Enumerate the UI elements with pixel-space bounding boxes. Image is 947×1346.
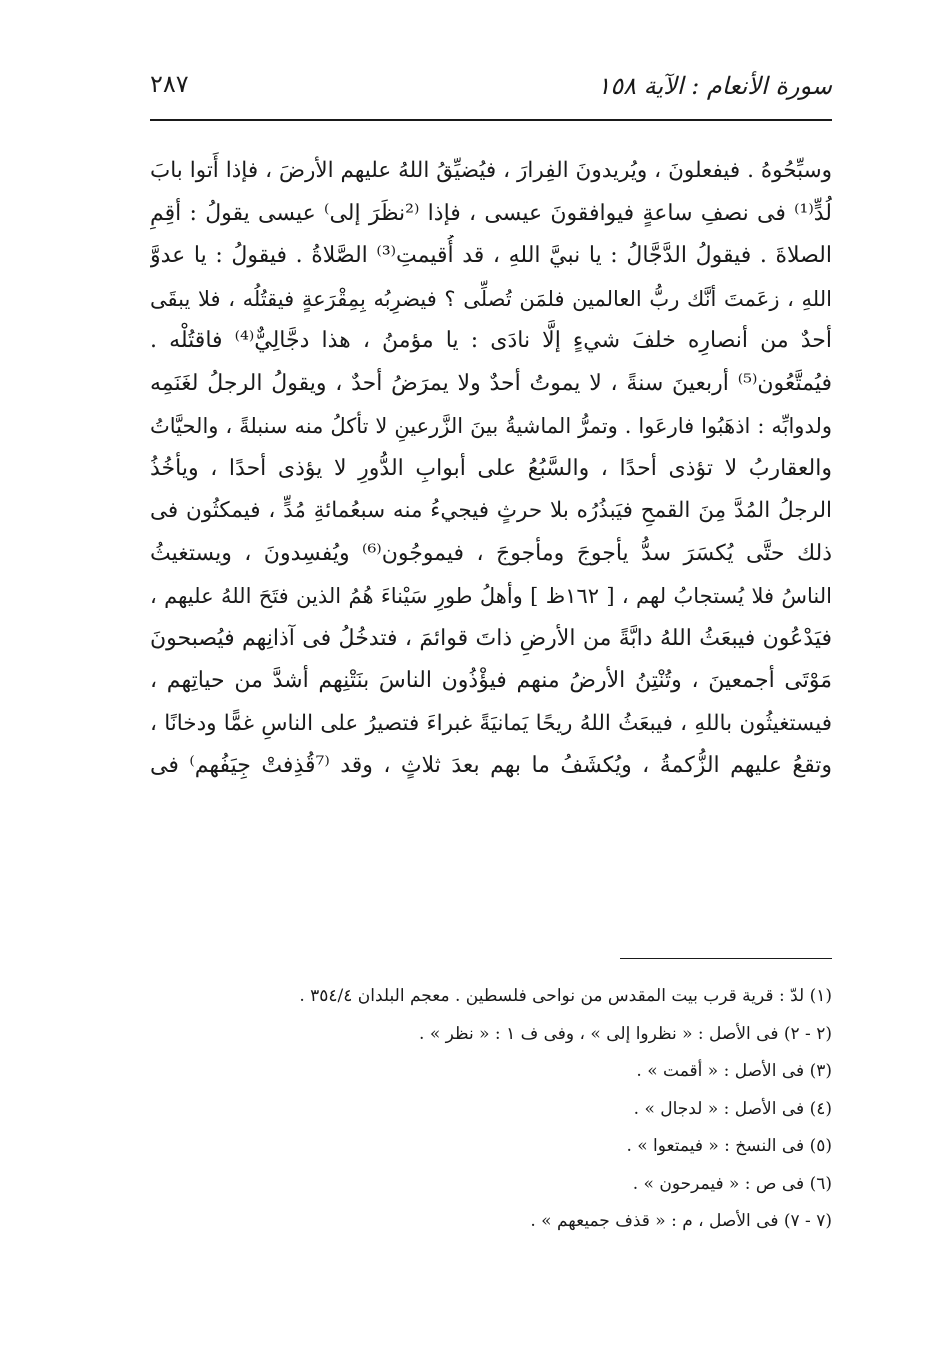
page-number: ٢٨٧ [150,70,189,98]
text-line: والعقاربُ لا تؤذى أحدًا ، والسَّبُعُ على أبوابِ الدُّورِ لا يؤذى أحدًا ، ويأخُذُ [150,455,832,481]
text-line: فيَدْعُون فيبعَثُ اللهُ دابَّةً من الأرضِ ذاتَ قوائمَ ، فتدخُلُ فى آذانِهم فيُصبحونَ [150,625,832,651]
text-line: فيُمتَّعُون⁽⁵⁾ أربعينَ سنةً ، لا يموتُ أحدٌ ولا يمرَضُ أحدٌ ، ويقولُ الرجلُ لغَنَمِه [150,370,832,396]
text-line: وتقعُ عليهم الزُّكمةُ ، ويُكشَفُ ما بهم بعدَ ثلاثٍ ، وقد ⁽⁷قُذِفتْ جِيَفُهم⁾ فى [150,753,832,778]
footnote: (٤) فى الأصل : « لدجال » . [633,1098,832,1119]
text-line: مَوْتَى أجمعينَ ، وتُنْتِنُ الأرضُ منهم فيؤْذُون الناسَ بنَتْنِهم أشدَّ من حياتِهم ، [150,668,832,693]
main-text [150,150,832,788]
text-line: فيستغيثُون باللهِ ، فيبعَثُ اللهُ ريحًا يَمانيَةً غبراءَ فتصيرُ على الناسِ غمًّا ودخانًا ، [150,710,832,736]
footnote: (٦) فى ص : « فيمرحون » . [632,1173,832,1194]
footnote: (٧ - ٧) فى الأصل ، م : « قذف جميعهم » . [530,1211,832,1231]
text-line: الصلاةَ . فيقولُ الدَّجَّالُ : يا نبيَّ اللهِ ، قد أُقيمتِ⁽³⁾ الصَّلاةُ . فيقولُ : يا عدوَّ [150,243,832,268]
footnotes [150,978,832,1241]
running-title: سورة الأنعام : الآية ١٥٨ [597,72,832,100]
text-line: الرجلُ المُدَّ مِنَ القمحِ فيَبذُرُه بلا حرثٍ فيجيءُ منه سبعُمائةِ مُدٍّ ، فيمكثُون فى [150,498,832,523]
text-line: لُدٍّ⁽¹⁾ فى نصفِ ساعةٍ فيوافقونَ عيسى ، فإذا ⁽²نظَرَ إلى⁾ عيسى يقولُ : أقِمِ [150,200,832,226]
footnote-divider [620,958,832,959]
text-line: أحدٌ من أنصارِه خلفَ شيءٍ إلَّا نادَى : يا مؤمنُ ، هذا دجَّالِيٌّ⁽⁴⁾ فاقتُلْه . [150,328,832,353]
footnote: (٢ - ٢) فى الأصل : « نظروا إلى » ، وفى ف ١ : « نظر » . [419,1023,832,1044]
header-divider [150,119,832,121]
page-header [150,62,832,114]
text-line: ولدوابِّه : اذهَبُوا فارعَوا . وتمرُّ الماشيةُ بينَ الزَّرعينِ لا تأكلُ منه سنبلةً ، والحيَّاتُ [150,414,832,438]
footnote: (٥) فى النسخ : « فيمتعوا » . [626,1136,832,1156]
footnote: (٣) فى الأصل : « أقمت » . [636,1061,832,1081]
footnote: (١) لدّ : قرية قرب بيت المقدس من نواحى فلسطين . معجم البلدان ٣٥٤/٤ . [299,986,832,1006]
text-line: اللهِ ، زعَمتَ أنَّك ربُّ العالمين فلمَن تُصلِّى ؟ فيضرِبُه بِمِقْرَعةٍ فيقتُلُه ، فلا يبقَى [150,286,832,311]
text-line: الناسُ فلا يُستجابُ لهم ، [ ١٦٢ظ ] وأهلُ طورِ سَيْناءَ هُمُ الذين فتَحَ اللهُ عليهم ، [150,584,832,608]
text-line: وسبِّحُوهُ . فيفعلونَ ، ويُريدونَ الفِرارَ ، فيُضيِّقُ اللهُ عليهم الأرضَ ، فإذا أَتوا بابَ [150,158,832,183]
text-line: ذلك حتَّى يُكسَرَ سدُّ يأجوجَ ومأجوجَ ، فيموجُون⁽⁶⁾ ويُفسِدونَ ، ويستغيثُ [150,540,832,566]
